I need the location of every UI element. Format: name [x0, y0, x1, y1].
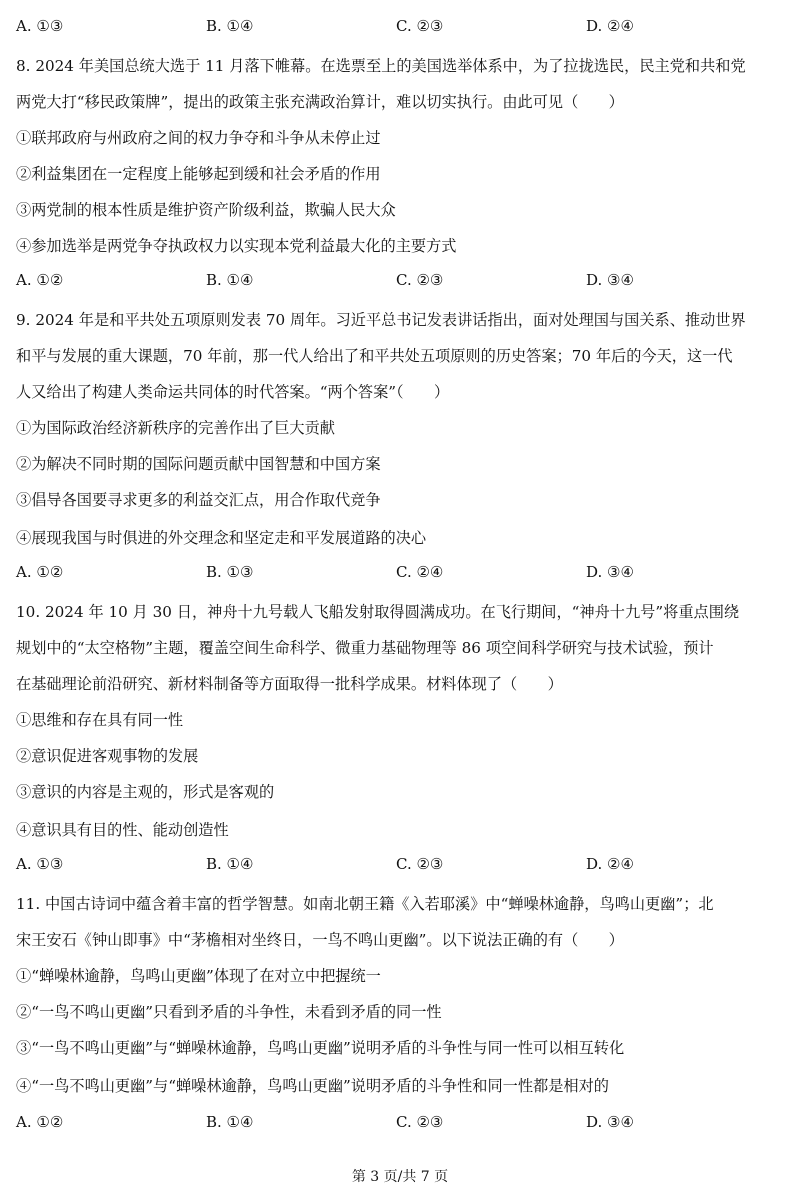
question-stem-line: 宋王安石《钟山即事》中“茅檐相对坐终日，一鸟不鸣山更幽”。以下说法正确的有（ ） [16, 931, 624, 949]
prev-question-options [16, 17, 786, 47]
option-d[interactable]: D. ③④ [586, 563, 634, 581]
statement: ④意识具有目的性、能动创造性 [16, 821, 229, 839]
statement: ③意识的内容是主观的，形式是客观的 [16, 783, 275, 801]
statement: ②意识促进客观事物的发展 [16, 747, 199, 765]
statement: ④展现我国与时俱进的外交理念和坚定走和平发展道路的决心 [16, 529, 427, 547]
question-stem-line: 和平与发展的重大课题，70 年前，那一代人给出了和平共处五项原则的历史答案；70 年后的今天，这一代 [16, 347, 733, 365]
option-a[interactable]: A. ①② [16, 1113, 64, 1131]
statement: ③两党制的根本性质是维护资产阶级利益，欺骗人民大众 [16, 201, 396, 219]
answer-options [16, 1113, 786, 1143]
statement: ④“一鸟不鸣山更幽”与“蝉噪林逾静，鸟鸣山更幽”说明矛盾的斗争性和同一性都是相对的 [16, 1077, 609, 1095]
option-a[interactable]: A. ①② [16, 271, 64, 289]
statement: ④参加选举是两党争夺执政权力以实现本党利益最大化的主要方式 [16, 237, 457, 255]
statement: ③“一鸟不鸣山更幽”与“蝉噪林逾静，鸟鸣山更幽”说明矛盾的斗争性与同一性可以相互转化 [16, 1039, 625, 1057]
statement: ①思维和存在具有同一性 [16, 711, 184, 729]
question-stem-line: 在基础理论前沿研究、新材料制备等方面取得一批科学成果。材料体现了（ ） [16, 675, 563, 693]
option-c[interactable]: C. ②③ [396, 855, 444, 873]
statement: ②利益集团在一定程度上能够起到缓和社会矛盾的作用 [16, 165, 381, 183]
question-stem-line: 11. 中国古诗词中蕴含着丰富的哲学智慧。如南北朝王籍《入若耶溪》中“蝉噪林逾静，鸟鸣山更幽”；北 [16, 895, 714, 913]
option-d[interactable]: D. ③④ [586, 1113, 634, 1131]
option-c[interactable]: C. ②④ [396, 563, 444, 581]
answer-options [16, 855, 786, 885]
page-number: 第 3 页/共 7 页 [351, 1169, 449, 1185]
option-d[interactable]: D. ③④ [586, 271, 634, 289]
statement: ②“一鸟不鸣山更幽”只看到矛盾的斗争性，未看到矛盾的同一性 [16, 1003, 442, 1021]
question-stem-line: 10. 2024 年 10 月 30 日，神舟十九号载人飞船发射取得圆满成功。在飞行期间，“神舟十九号”将重点围绕 [16, 603, 740, 621]
answer-options [16, 563, 786, 593]
option-b[interactable]: B. ①③ [206, 563, 254, 581]
question-stem-line: 规划中的“太空格物”主题，覆盖空间生命科学、微重力基础物理等 86 项空间科学研究与技术试验，预计 [16, 639, 714, 657]
statement: ①联邦政府与州政府之间的权力争夺和斗争从未停止过 [16, 129, 381, 147]
option-d[interactable]: D. ②④ [586, 17, 634, 35]
option-b[interactable]: B. ①④ [206, 271, 254, 289]
option-b[interactable]: B. ①④ [206, 1113, 254, 1131]
option-c[interactable]: C. ②③ [396, 271, 444, 289]
option-c[interactable]: C. ②③ [396, 1113, 444, 1131]
question-stem-line: 人又给出了构建人类命运共同体的时代答案。“两个答案”（ ） [16, 383, 450, 401]
statement: ③倡导各国要寻求更多的利益交汇点，用合作取代竞争 [16, 491, 381, 509]
option-d[interactable]: D. ②④ [586, 855, 634, 873]
question-stem-line: 两党大打“移民政策牌”，提出的政策主张充满政治算计，难以切实执行。由此可见（ ） [16, 93, 624, 111]
option-a[interactable]: A. ①③ [16, 855, 64, 873]
statement: ①为国际政治经济新秩序的完善作出了巨大贡献 [16, 419, 335, 437]
question-stem-line: 8. 2024 年美国总统大选于 11 月落下帷幕。在选票至上的美国选举体系中，为了拉拢选民，民主党和共和党 [16, 57, 746, 75]
option-a[interactable]: A. ①③ [16, 17, 64, 35]
statement: ②为解决不同时期的国际问题贡献中国智慧和中国方案 [16, 455, 381, 473]
answer-options [16, 271, 786, 301]
option-a[interactable]: A. ①② [16, 563, 64, 581]
statement: ①“蝉噪林逾静，鸟鸣山更幽”体现了在对立中把握统一 [16, 967, 381, 985]
option-b[interactable]: B. ①④ [206, 17, 254, 35]
option-b[interactable]: B. ①④ [206, 855, 254, 873]
option-c[interactable]: C. ②③ [396, 17, 444, 35]
question-stem-line: 9. 2024 年是和平共处五项原则发表 70 周年。习近平总书记发表讲话指出，面对处理国与国关系、推动世界 [16, 311, 746, 329]
